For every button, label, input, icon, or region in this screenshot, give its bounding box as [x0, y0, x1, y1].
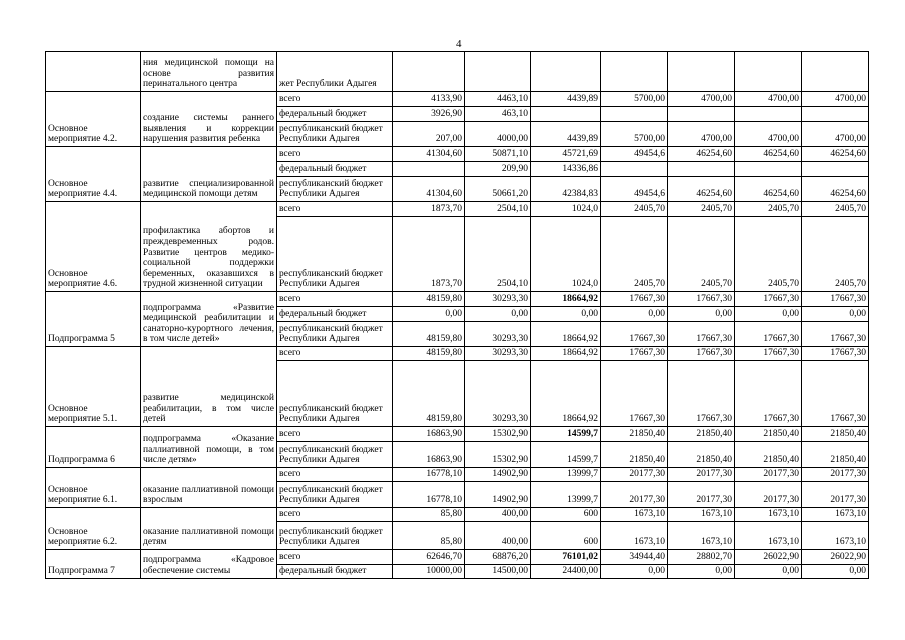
- amount-cell: 46254,60: [668, 147, 735, 162]
- amount-cell: 41304,60: [393, 177, 465, 202]
- amount-cell: 26022,90: [735, 550, 802, 565]
- amount-cell: 20177,30: [735, 468, 802, 482]
- amount-cell: [393, 52, 465, 92]
- amount-cell: 17667,30: [668, 361, 735, 427]
- amount-cell: 15302,90: [465, 442, 531, 468]
- program-description-cell: подпрограмма «Развитие медицинской реабилитации и санаторно-курортного лечения, в том числе детей»: [141, 292, 277, 347]
- amount-cell: 0,00: [668, 307, 735, 322]
- amount-cell: 20177,30: [668, 468, 735, 482]
- amount-cell: 1673,10: [668, 522, 735, 550]
- amount-cell: 21850,40: [802, 442, 869, 468]
- table-row: [46, 52, 869, 92]
- amount-cell: 1673,10: [802, 522, 869, 550]
- amount-cell: 4133,90: [393, 92, 465, 107]
- program-name-cell: Основное мероприятие 4.6.: [46, 202, 141, 292]
- amount-cell: 0,00: [735, 307, 802, 322]
- funding-source-cell: федеральный бюджет: [277, 107, 393, 122]
- amount-cell: 17667,30: [735, 347, 802, 361]
- amount-cell: 21850,40: [735, 427, 802, 442]
- amount-cell: 20177,30: [735, 482, 802, 508]
- amount-cell: [531, 52, 601, 92]
- amount-cell: [668, 52, 735, 92]
- program-name-cell: Основное мероприятие 5.1.: [46, 347, 141, 427]
- amount-cell: 600: [531, 522, 601, 550]
- amount-cell: 46254,60: [735, 147, 802, 162]
- amount-cell: [465, 52, 531, 92]
- amount-cell: 76101,02: [531, 550, 601, 565]
- amount-cell: 0,00: [393, 307, 465, 322]
- funding-source-cell: республиканский бюджет Республики Адыгея: [277, 322, 393, 347]
- amount-cell: 207,00: [393, 122, 465, 147]
- amount-cell: 30293,30: [465, 322, 531, 347]
- amount-cell: 0,00: [465, 307, 531, 322]
- amount-cell: 2405,70: [735, 202, 802, 217]
- amount-cell: 1024,0: [531, 202, 601, 217]
- funding-source-cell: республиканский бюджет Республики Адыгея: [277, 482, 393, 508]
- table-row: [46, 508, 869, 522]
- amount-cell: [735, 107, 802, 122]
- amount-cell: 1673,10: [668, 508, 735, 522]
- program-description-cell: развитие медицинской реабилитации, в том числе детей: [141, 347, 277, 427]
- amount-cell: 4700,00: [668, 122, 735, 147]
- amount-cell: 18664,92: [531, 292, 601, 307]
- amount-cell: 20177,30: [802, 482, 869, 508]
- amount-cell: 17667,30: [735, 361, 802, 427]
- program-name-cell: Подпрограмма 6: [46, 427, 141, 468]
- amount-cell: 400,00: [465, 508, 531, 522]
- amount-cell: 16863,90: [393, 427, 465, 442]
- amount-cell: [601, 52, 668, 92]
- funding-source-cell: всего: [277, 202, 393, 217]
- amount-cell: 48159,80: [393, 322, 465, 347]
- amount-cell: 18664,92: [531, 322, 601, 347]
- funding-source-cell: республиканский бюджет Республики Адыгея: [277, 442, 393, 468]
- funding-source-cell: федеральный бюджет: [277, 307, 393, 322]
- amount-cell: 1873,70: [393, 217, 465, 292]
- amount-cell: 46254,60: [802, 177, 869, 202]
- amount-cell: 14902,90: [465, 482, 531, 508]
- amount-cell: 16778,10: [393, 482, 465, 508]
- amount-cell: 34944,40: [601, 550, 668, 565]
- amount-cell: [393, 162, 465, 177]
- amount-cell: 41304,60: [393, 147, 465, 162]
- amount-cell: 17667,30: [802, 322, 869, 347]
- program-description-cell: создание системы раннего выявления и коррекции нарушения развития ребенка: [141, 92, 277, 147]
- amount-cell: 4700,00: [735, 92, 802, 107]
- program-name-cell: Подпрограмма 5: [46, 292, 141, 347]
- amount-cell: 30293,30: [465, 292, 531, 307]
- program-name-cell: Основное мероприятие 4.4.: [46, 147, 141, 202]
- amount-cell: 2405,70: [668, 202, 735, 217]
- amount-cell: 21850,40: [601, 442, 668, 468]
- amount-cell: 21850,40: [601, 427, 668, 442]
- amount-cell: 20177,30: [668, 482, 735, 508]
- amount-cell: 17667,30: [601, 361, 668, 427]
- program-name-cell: Подпрограмма 7: [46, 550, 141, 579]
- table-row: [46, 92, 869, 107]
- program-name-cell: Основное мероприятие 6.1.: [46, 468, 141, 508]
- amount-cell: 17667,30: [735, 292, 802, 307]
- amount-cell: 4000,00: [465, 122, 531, 147]
- amount-cell: 1024,0: [531, 217, 601, 292]
- amount-cell: 0,00: [601, 565, 668, 579]
- amount-cell: 4439,89: [531, 122, 601, 147]
- amount-cell: 1673,10: [601, 508, 668, 522]
- program-description-cell: подпрограмма «Кадровое обеспечение системы: [141, 550, 277, 579]
- amount-cell: 4439,89: [531, 92, 601, 107]
- amount-cell: 30293,30: [465, 347, 531, 361]
- program-description-cell: оказание паллиативной помощи взрослым: [141, 468, 277, 508]
- amount-cell: 3926,90: [393, 107, 465, 122]
- amount-cell: 2405,70: [601, 202, 668, 217]
- funding-source-cell: республиканский бюджет Республики Адыгея: [277, 177, 393, 202]
- amount-cell: 46254,60: [802, 147, 869, 162]
- program-name-cell: [46, 52, 141, 92]
- amount-cell: 42384,83: [531, 177, 601, 202]
- amount-cell: 17667,30: [668, 347, 735, 361]
- amount-cell: 14902,90: [465, 468, 531, 482]
- funding-source-cell: федеральный бюджет: [277, 162, 393, 177]
- amount-cell: 2405,70: [668, 217, 735, 292]
- program-name-cell: Основное мероприятие 6.2.: [46, 508, 141, 550]
- amount-cell: 20177,30: [601, 468, 668, 482]
- table-row: [46, 202, 869, 217]
- amount-cell: [735, 52, 802, 92]
- table-row: [46, 147, 869, 162]
- amount-cell: 85,80: [393, 522, 465, 550]
- amount-cell: 17667,30: [802, 347, 869, 361]
- amount-cell: 28802,70: [668, 550, 735, 565]
- amount-cell: 17667,30: [802, 361, 869, 427]
- table-row: [46, 347, 869, 361]
- table-row: [46, 550, 869, 565]
- amount-cell: 17667,30: [601, 322, 668, 347]
- amount-cell: 600: [531, 508, 601, 522]
- amount-cell: 0,00: [668, 565, 735, 579]
- funding-source-cell: всего: [277, 147, 393, 162]
- program-description-cell: оказание паллиативной помощи детям: [141, 508, 277, 550]
- amount-cell: 14599,7: [531, 442, 601, 468]
- amount-cell: 463,10: [465, 107, 531, 122]
- amount-cell: 0,00: [802, 307, 869, 322]
- amount-cell: 17667,30: [668, 292, 735, 307]
- amount-cell: 50871,10: [465, 147, 531, 162]
- amount-cell: 17667,30: [735, 322, 802, 347]
- amount-cell: 21850,40: [668, 427, 735, 442]
- program-description-cell: профилактика абортов и преждевременных родов. Развитие центров медико-социальной поддержки беременных, оказавшихся в трудной жизненной ситуации: [141, 202, 277, 292]
- amount-cell: 2504,10: [465, 217, 531, 292]
- funding-source-cell: республиканский бюджет Республики Адыгея: [277, 522, 393, 550]
- amount-cell: 0,00: [531, 307, 601, 322]
- program-description-cell: ния медицинской помощи на основе развития перинатального центра: [141, 52, 277, 92]
- funding-table-body: [46, 52, 869, 579]
- amount-cell: 14336,86: [531, 162, 601, 177]
- amount-cell: [601, 107, 668, 122]
- amount-cell: 17667,30: [802, 292, 869, 307]
- amount-cell: 14599,7: [531, 427, 601, 442]
- funding-source-cell: всего: [277, 468, 393, 482]
- amount-cell: 21850,40: [802, 427, 869, 442]
- amount-cell: 2504,10: [465, 202, 531, 217]
- amount-cell: 2405,70: [802, 202, 869, 217]
- amount-cell: 4700,00: [802, 122, 869, 147]
- program-name-cell: Основное мероприятие 4.2.: [46, 92, 141, 147]
- amount-cell: 0,00: [601, 307, 668, 322]
- funding-source-cell: федеральный бюджет: [277, 565, 393, 579]
- amount-cell: 1673,10: [802, 508, 869, 522]
- amount-cell: 26022,90: [802, 550, 869, 565]
- amount-cell: 20177,30: [802, 468, 869, 482]
- amount-cell: 1673,10: [735, 522, 802, 550]
- amount-cell: 1673,10: [601, 522, 668, 550]
- funding-source-cell: всего: [277, 347, 393, 361]
- amount-cell: [601, 162, 668, 177]
- amount-cell: 2405,70: [601, 217, 668, 292]
- amount-cell: 5700,00: [601, 92, 668, 107]
- amount-cell: 13999,7: [531, 468, 601, 482]
- amount-cell: 68876,20: [465, 550, 531, 565]
- amount-cell: 15302,90: [465, 427, 531, 442]
- amount-cell: [802, 52, 869, 92]
- program-description-cell: развитие специализированной медицинской помощи детям: [141, 147, 277, 202]
- amount-cell: 4463,10: [465, 92, 531, 107]
- amount-cell: 4700,00: [668, 92, 735, 107]
- funding-source-cell: всего: [277, 550, 393, 565]
- funding-table: [45, 51, 869, 579]
- amount-cell: 48159,80: [393, 361, 465, 427]
- amount-cell: 13999,7: [531, 482, 601, 508]
- funding-source-cell: всего: [277, 92, 393, 107]
- funding-source-cell: жет Республики Адыгея: [277, 52, 393, 92]
- amount-cell: 20177,30: [601, 482, 668, 508]
- amount-cell: 30293,30: [465, 361, 531, 427]
- amount-cell: 5700,00: [601, 122, 668, 147]
- amount-cell: 46254,60: [668, 177, 735, 202]
- amount-cell: 18664,92: [531, 361, 601, 427]
- amount-cell: [802, 162, 869, 177]
- amount-cell: 46254,60: [735, 177, 802, 202]
- amount-cell: 16778,10: [393, 468, 465, 482]
- amount-cell: [668, 162, 735, 177]
- amount-cell: 2405,70: [802, 217, 869, 292]
- table-row: [46, 427, 869, 442]
- amount-cell: 2405,70: [735, 217, 802, 292]
- amount-cell: [668, 107, 735, 122]
- amount-cell: 50661,20: [465, 177, 531, 202]
- funding-source-cell: республиканский бюджет Республики Адыгея: [277, 122, 393, 147]
- amount-cell: 24400,00: [531, 565, 601, 579]
- amount-cell: 21850,40: [668, 442, 735, 468]
- table-row: [46, 468, 869, 482]
- amount-cell: 209,90: [465, 162, 531, 177]
- amount-cell: 48159,80: [393, 292, 465, 307]
- amount-cell: 49454,6: [601, 147, 668, 162]
- amount-cell: 10000,00: [393, 565, 465, 579]
- page-number: 4: [456, 38, 462, 50]
- amount-cell: 1873,70: [393, 202, 465, 217]
- funding-source-cell: всего: [277, 427, 393, 442]
- amount-cell: 17667,30: [601, 347, 668, 361]
- amount-cell: 0,00: [802, 565, 869, 579]
- amount-cell: [735, 162, 802, 177]
- table-row: [46, 292, 869, 307]
- funding-source-cell: всего: [277, 292, 393, 307]
- amount-cell: [531, 107, 601, 122]
- amount-cell: 45721,69: [531, 147, 601, 162]
- program-description-cell: подпрограмма «Оказание паллиативной помощи, в том числе детям»: [141, 427, 277, 468]
- amount-cell: 4700,00: [802, 92, 869, 107]
- amount-cell: 17667,30: [601, 292, 668, 307]
- amount-cell: 48159,80: [393, 347, 465, 361]
- amount-cell: 0,00: [735, 565, 802, 579]
- amount-cell: 1673,10: [735, 508, 802, 522]
- amount-cell: 21850,40: [735, 442, 802, 468]
- amount-cell: 17667,30: [668, 322, 735, 347]
- amount-cell: 4700,00: [735, 122, 802, 147]
- amount-cell: 400,00: [465, 522, 531, 550]
- funding-source-cell: республиканский бюджет Республики Адыгея: [277, 217, 393, 292]
- funding-source-cell: всего: [277, 508, 393, 522]
- amount-cell: 85,80: [393, 508, 465, 522]
- amount-cell: 18664,92: [531, 347, 601, 361]
- funding-source-cell: республиканский бюджет Республики Адыгея: [277, 361, 393, 427]
- amount-cell: 16863,90: [393, 442, 465, 468]
- amount-cell: 62646,70: [393, 550, 465, 565]
- amount-cell: 49454,6: [601, 177, 668, 202]
- amount-cell: [802, 107, 869, 122]
- amount-cell: 14500,00: [465, 565, 531, 579]
